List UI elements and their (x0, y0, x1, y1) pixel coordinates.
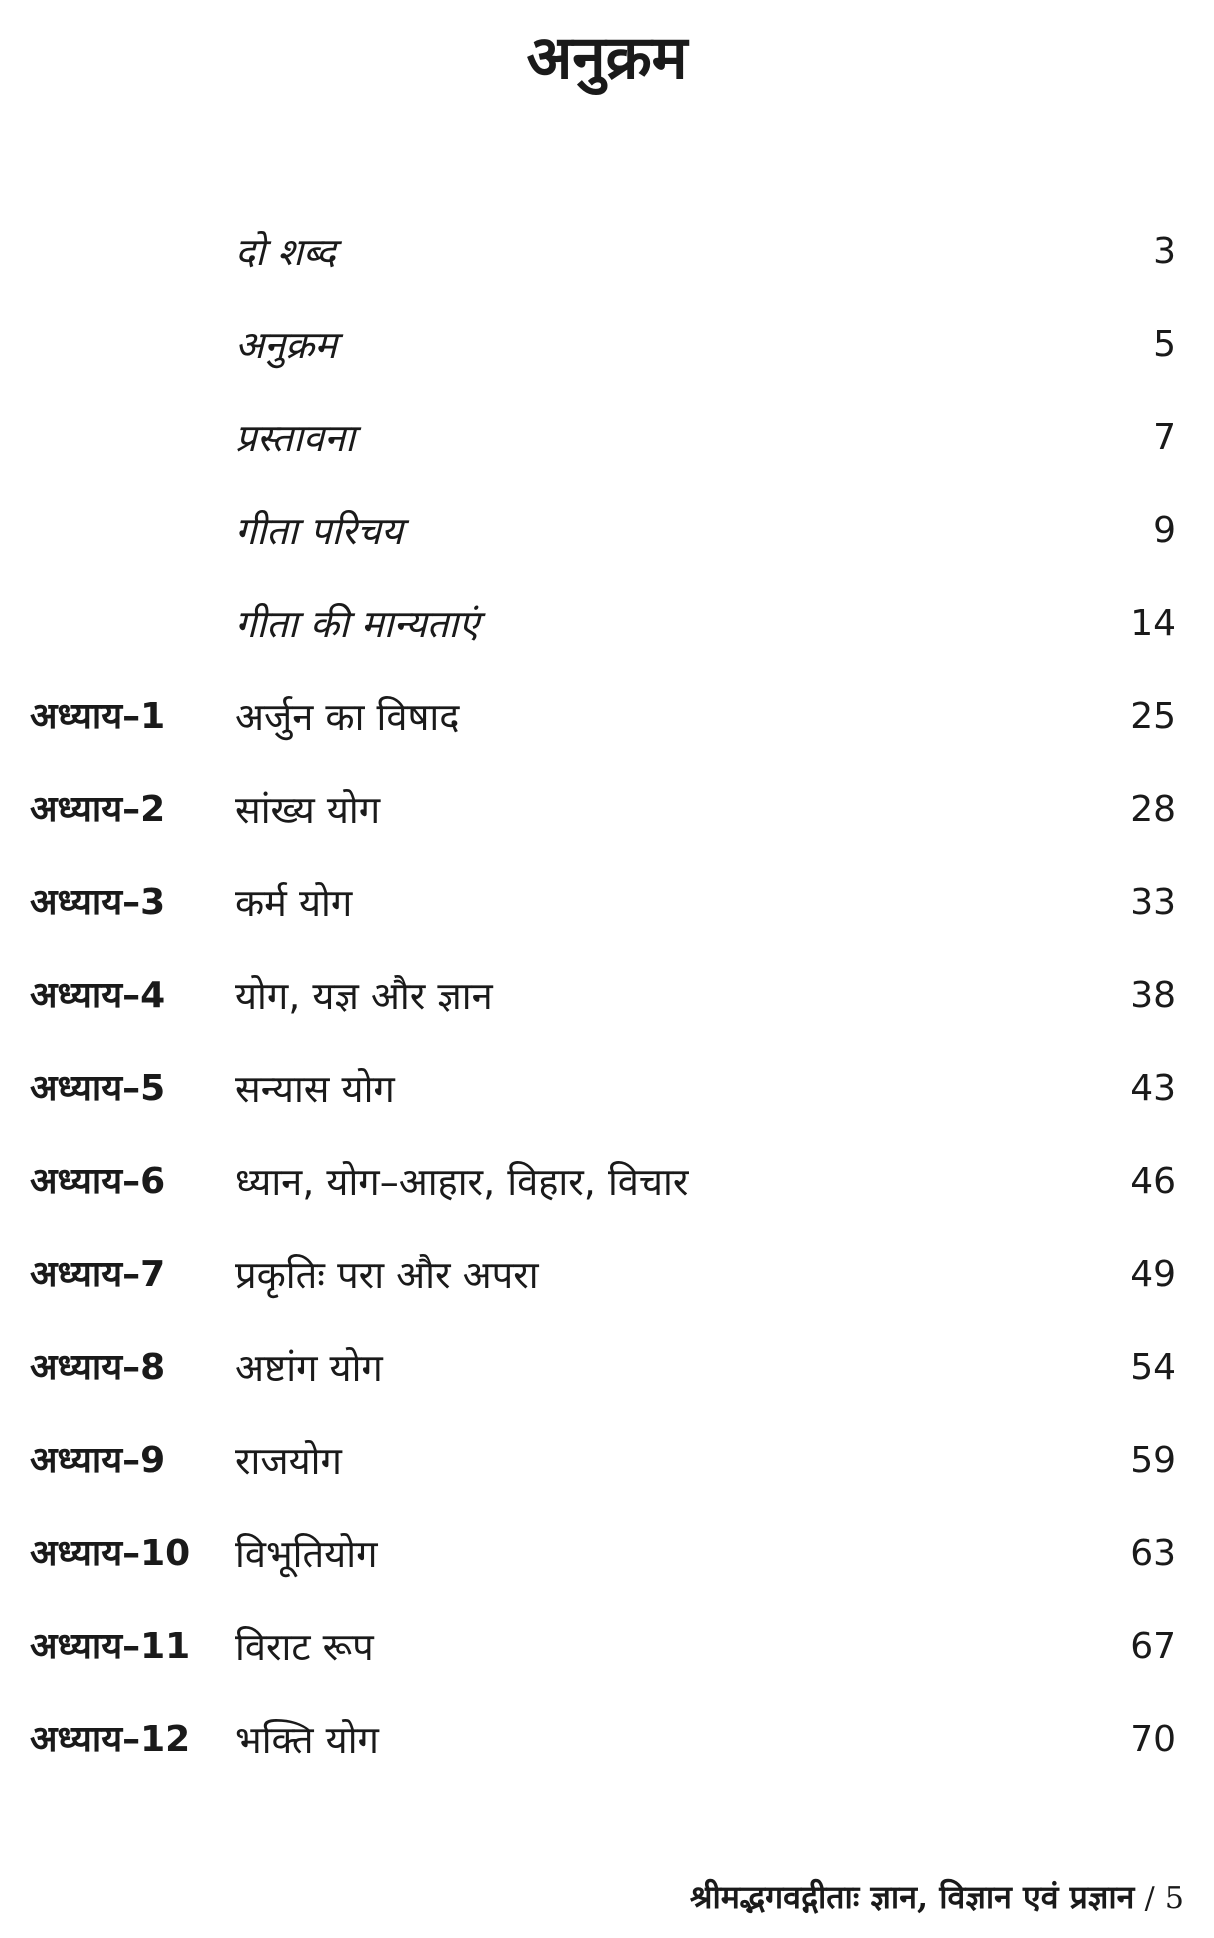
chapter-title: योग, यज्ञ और ज्ञान (235, 974, 493, 1018)
toc-row-chapter-7[interactable] (0, 1245, 1214, 1338)
toc-row-chapter-6[interactable] (0, 1152, 1214, 1245)
footer-separator: / (1144, 1881, 1155, 1916)
toc-entry-title: गीता परिचय (235, 509, 403, 553)
page-title: अनुक्रम (526, 23, 688, 93)
toc-row-chapter-8[interactable] (0, 1338, 1214, 1431)
toc-entry-title: अनुक्रम (235, 323, 338, 367)
toc-page-number: 54 (1130, 1347, 1176, 1388)
chapter-label: अध्याय–1 (30, 696, 166, 737)
footer-page-number: 5 (1164, 1881, 1184, 1916)
chapter-label: अध्याय–6 (30, 1161, 166, 1202)
table-of-contents (0, 222, 1214, 1803)
chapter-title: ध्यान, योग–आहार, विहार, विचार (235, 1160, 689, 1204)
chapter-label: अध्याय–4 (30, 975, 166, 1016)
chapter-label: अध्याय–12 (30, 1719, 191, 1760)
toc-page-number: 14 (1130, 603, 1176, 644)
chapter-label: अध्याय–11 (30, 1626, 191, 1667)
chapter-title: अष्टांग योग (235, 1346, 383, 1390)
toc-row-front-2[interactable] (0, 315, 1214, 408)
chapter-title: अर्जुन का विषाद (235, 695, 460, 739)
toc-row-chapter-12[interactable] (0, 1710, 1214, 1803)
toc-page-number: 7 (1153, 417, 1176, 458)
chapter-title: भक्ति योग (235, 1718, 379, 1762)
toc-page-number: 28 (1130, 789, 1176, 830)
toc-page-number: 46 (1130, 1161, 1176, 1202)
toc-page-number: 3 (1153, 231, 1176, 272)
toc-page-number: 67 (1130, 1626, 1176, 1667)
chapter-title: प्रकृतिः परा और अपरा (235, 1253, 539, 1297)
chapter-label: अध्याय–7 (30, 1254, 166, 1295)
toc-row-chapter-10[interactable] (0, 1524, 1214, 1617)
footer-book-title: श्रीमद्भगवद्गीताः ज्ञान, विज्ञान एवं प्रज्ञान (689, 1878, 1135, 1916)
toc-page-number: 63 (1130, 1533, 1176, 1574)
chapter-title: सन्यास योग (235, 1067, 395, 1111)
toc-row-front-5[interactable] (0, 594, 1214, 687)
chapter-label: अध्याय–10 (30, 1533, 191, 1574)
toc-page-number: 5 (1153, 324, 1176, 365)
toc-row-front-3[interactable] (0, 408, 1214, 501)
toc-row-chapter-5[interactable] (0, 1059, 1214, 1152)
chapter-label: अध्याय–9 (30, 1440, 166, 1481)
chapter-label: अध्याय–2 (30, 789, 166, 830)
toc-page-number: 38 (1130, 975, 1176, 1016)
toc-entry-title: गीता की मान्यताएं (235, 602, 480, 646)
toc-page-number: 9 (1153, 510, 1176, 551)
chapter-title: सांख्य योग (235, 788, 381, 832)
page-footer (690, 1872, 1184, 1924)
chapter-title: विभूतियोग (235, 1532, 378, 1576)
toc-entry-title: दो शब्द (235, 230, 336, 274)
toc-row-front-1[interactable] (0, 222, 1214, 315)
toc-page-number: 25 (1130, 696, 1176, 737)
toc-page-number: 49 (1130, 1254, 1176, 1295)
toc-row-chapter-2[interactable] (0, 780, 1214, 873)
chapter-title: विराट रूप (235, 1625, 374, 1669)
toc-row-front-4[interactable] (0, 501, 1214, 594)
chapter-title: राजयोग (235, 1439, 342, 1483)
toc-row-chapter-9[interactable] (0, 1431, 1214, 1524)
toc-page-number: 59 (1130, 1440, 1176, 1481)
chapter-title: कर्म योग (235, 881, 353, 925)
chapter-label: अध्याय–8 (30, 1347, 166, 1388)
toc-row-chapter-1[interactable] (0, 687, 1214, 780)
chapter-label: अध्याय–5 (30, 1068, 166, 1109)
toc-page-number: 43 (1130, 1068, 1176, 1109)
toc-row-chapter-3[interactable] (0, 873, 1214, 966)
toc-row-chapter-4[interactable] (0, 966, 1214, 1059)
toc-page-number: 70 (1130, 1719, 1176, 1760)
toc-page-number: 33 (1130, 882, 1176, 923)
toc-row-chapter-11[interactable] (0, 1617, 1214, 1710)
chapter-label: अध्याय–3 (30, 882, 166, 923)
toc-entry-title: प्रस्तावना (235, 416, 355, 460)
